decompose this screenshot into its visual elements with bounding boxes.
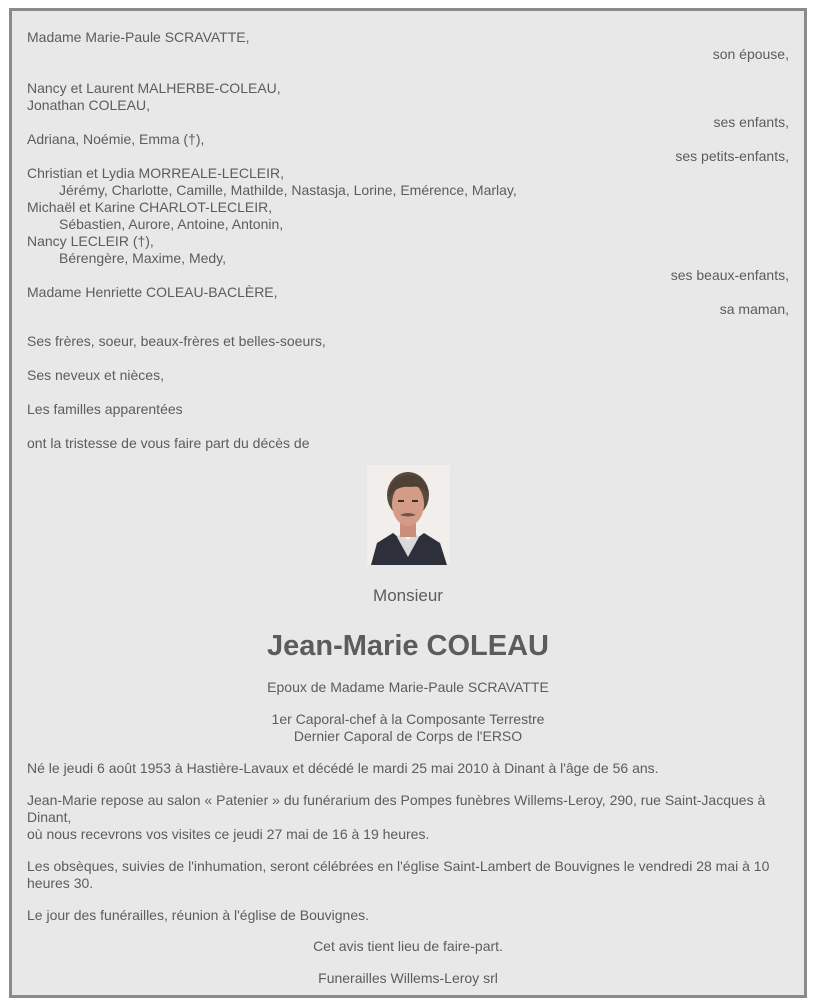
portrait-photo [367, 465, 450, 565]
family-line: Christian et Lydia MORREALE-LECLEIR, [27, 165, 285, 181]
funeral-line: Les obsèques, suivies de l'inhumation, seront célébrées en l'église Saint-Lambert de Bouvignes le vendredi 28 mai à 10 heures 30. [27, 858, 770, 891]
families-line: Les familles apparentées [27, 401, 183, 417]
family-line: Adriana, Noémie, Emma (†), [27, 131, 205, 147]
meeting-line: Le jour des funérailles, réunion à l'église de Bouvignes. [27, 907, 370, 923]
portrait-image [367, 465, 450, 565]
relation-label: son épouse, [712, 46, 789, 62]
siblings-line: Ses frères, soeur, beaux-frères et belles-soeurs, [27, 333, 326, 349]
visiting-hours-line: où nous recevrons vos visites ce jeudi 27 mai de 16 à 19 heures. [27, 826, 430, 842]
relation-label: ses enfants, [713, 114, 789, 130]
relation-label: ses beaux-enfants, [670, 267, 789, 283]
resting-place-line: Jean-Marie repose au salon « Patenier » du funérarium des Pompes funèbres Willems-Leroy, 290, rue Saint-Jacques à Dinant, [27, 792, 766, 825]
family-line: Madame Henriette COLEAU-BACLÈRE, [27, 284, 278, 300]
role-line: Dernier Caporal de Corps de l'ERSO [293, 728, 523, 744]
deceased-title: Monsieur [373, 586, 443, 605]
nephews-line: Ses neveux et nièces, [27, 367, 164, 383]
company-line: Funerailles Willems-Leroy srl [318, 970, 498, 986]
notice-line: Cet avis tient lieu de faire-part. [313, 938, 503, 954]
family-line: Bérengère, Maxime, Medy, [59, 250, 227, 266]
spouse-line: Epoux de Madame Marie-Paule SCRAVATTE [267, 679, 549, 695]
family-line: Jonathan COLEAU, [27, 97, 150, 113]
family-line: Nancy et Laurent MALHERBE-COLEAU, [27, 80, 281, 96]
relation-label: ses petits-enfants, [675, 148, 789, 164]
relation-label: sa maman, [719, 301, 789, 317]
announce-line: ont la tristesse de vous faire part du décès de [27, 435, 310, 451]
deceased-name: Jean-Marie COLEAU [266, 630, 549, 662]
obituary-content [27, 29, 789, 987]
family-line: Sébastien, Aurore, Antoine, Antonin, [59, 216, 284, 232]
obituary-frame [9, 8, 807, 998]
birth-death-line: Né le jeudi 6 août 1953 à Hastière-Lavaux et décédé le mardi 25 mai 2010 à Dinant à l'âge de 56 ans. [27, 760, 659, 776]
family-line: Michaël et Karine CHARLOT-LECLEIR, [27, 199, 273, 215]
family-line: Nancy LECLEIR (†), [27, 233, 154, 249]
family-line: Madame Marie-Paule SCRAVATTE, [27, 29, 250, 45]
role-line: 1er Caporal-chef à la Composante Terrestre [271, 711, 545, 727]
family-line: Jérémy, Charlotte, Camille, Mathilde, Nastasja, Lorine, Emérence, Marlay, [59, 182, 517, 198]
